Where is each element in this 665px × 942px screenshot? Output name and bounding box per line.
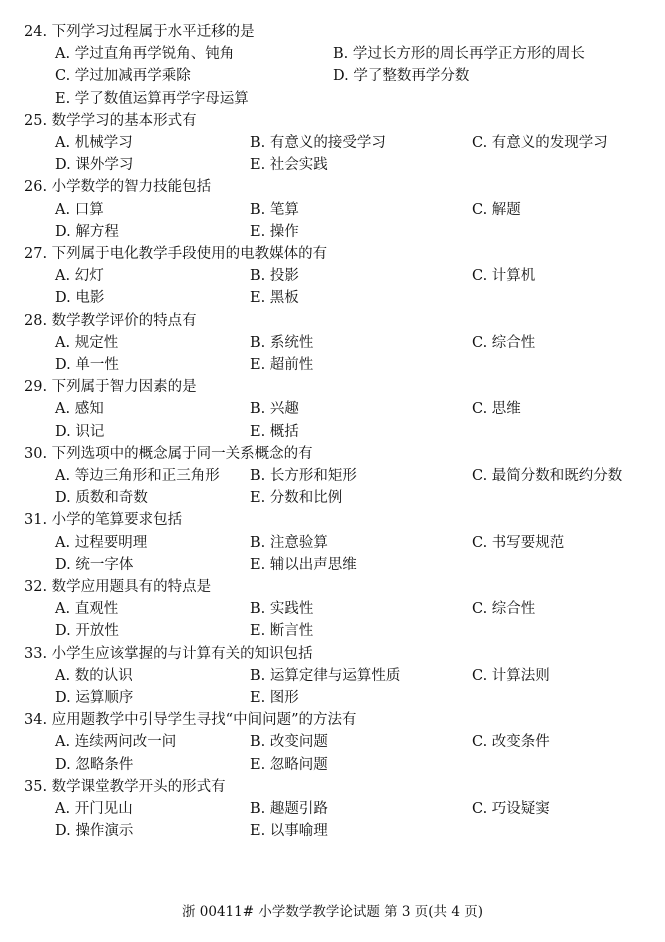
option-item: C. 书写要规范 xyxy=(472,534,565,551)
option-item: A. 数的认识 xyxy=(55,667,133,684)
option-item: C. 巧设疑窦 xyxy=(472,801,550,817)
question-stem: 24. 下列学习过程属于水平迁移的是 xyxy=(24,24,255,40)
option-item: B. 学过长方形的周长再学正方形的周长 xyxy=(333,46,585,63)
option-item: B. 改变问题 xyxy=(250,734,328,751)
question-stem: 35. 数学课堂教学开头的形式有 xyxy=(24,778,226,795)
question-stem: 25. 数学学习的基本形式有 xyxy=(24,112,197,129)
option-item: B. 长方形和矩形 xyxy=(250,468,357,484)
option-item: E. 忽略问题 xyxy=(250,756,328,773)
option-item: C. 最简分数和既约分数 xyxy=(472,468,623,484)
option-item: A. 直观性 xyxy=(55,601,119,618)
question-stem: 32. 数学应用题具有的特点是 xyxy=(24,579,212,595)
option-item: C. 有意义的发现学习 xyxy=(472,135,608,151)
option-item: B. 投影 xyxy=(250,268,299,285)
option-item: E. 图形 xyxy=(250,690,299,706)
question-stem: 28. 数学教学评价的特点有 xyxy=(24,312,197,329)
option-item: D. 解方程 xyxy=(55,223,119,240)
option-item: A. 等边三角形和正三角形 xyxy=(55,468,220,484)
question-stem: 31. 小学的笔算要求包括 xyxy=(24,512,183,529)
option-item: C. 改变条件 xyxy=(472,734,550,751)
question-stem: 33. 小学生应该掌握的与计算有关的知识包括 xyxy=(24,645,313,662)
option-item: E. 分数和比例 xyxy=(250,490,343,507)
option-item: E. 概括 xyxy=(250,423,299,440)
option-item: A. 感知 xyxy=(55,401,104,418)
option-item: C. 综合性 xyxy=(472,334,536,351)
option-item: B. 实践性 xyxy=(250,601,314,618)
option-item: D. 开放性 xyxy=(55,623,119,640)
option-item: A. 开门见山 xyxy=(55,801,133,817)
option-item: E. 黑板 xyxy=(250,290,299,307)
option-item: A. 学过直角再学锐角、钝角 xyxy=(55,46,235,63)
option-item: E. 断言性 xyxy=(250,623,314,640)
option-item: D. 单一性 xyxy=(55,357,119,373)
option-item: D. 识记 xyxy=(55,423,105,440)
option-item: D. 质数和奇数 xyxy=(55,490,148,507)
option-item: B. 注意验算 xyxy=(250,534,328,551)
option-item: C. 思维 xyxy=(472,401,521,418)
option-item: B. 笔算 xyxy=(250,201,299,218)
option-item: A. 规定性 xyxy=(55,334,119,351)
option-item: A. 机械学习 xyxy=(55,135,133,151)
question-stem: 30. 下列选项中的概念属于同一关系概念的有 xyxy=(24,445,313,462)
option-item: B. 趣题引路 xyxy=(250,801,328,817)
option-item: B. 兴趣 xyxy=(250,401,299,418)
option-item: D. 运算顺序 xyxy=(55,690,134,706)
option-item: A. 过程要明理 xyxy=(55,534,148,551)
option-item: C. 解题 xyxy=(472,201,521,218)
page-footer: 浙 00411# 小学数学教学论试题 第 3 页(共 4 页) xyxy=(181,904,483,920)
option-item: D. 统一字体 xyxy=(55,556,134,573)
option-item: C. 计算机 xyxy=(472,268,536,285)
option-item: D. 学了整数再学分数 xyxy=(333,68,470,85)
option-item: C. 综合性 xyxy=(472,601,536,618)
option-item: A. 幻灯 xyxy=(55,268,104,285)
option-item: E. 学了数值运算再学字母运算 xyxy=(55,90,249,107)
option-item: B. 有意义的接受学习 xyxy=(250,135,386,151)
option-item: E. 辅以出声思维 xyxy=(250,556,357,573)
option-item: A. 口算 xyxy=(55,201,104,218)
option-item: D. 课外学习 xyxy=(55,157,134,174)
option-item: D. 电影 xyxy=(55,290,105,307)
question-stem: 34. 应用题教学中引导学生寻找“中间问题”的方法有 xyxy=(24,712,357,729)
question-stem: 26. 小学数学的智力技能包括 xyxy=(24,179,212,196)
option-item: A. 连续两问改一问 xyxy=(55,734,177,751)
question-stem: 29. 下列属于智力因素的是 xyxy=(24,379,197,396)
option-item: D. 操作演示 xyxy=(55,823,134,840)
option-item: B. 系统性 xyxy=(250,334,314,351)
option-item: C. 学过加减再学乘除 xyxy=(55,68,191,85)
option-item: C. 计算法则 xyxy=(472,667,550,684)
option-item: E. 超前性 xyxy=(250,357,314,373)
option-item: D. 忽略条件 xyxy=(55,756,134,773)
option-item: E. 操作 xyxy=(250,223,299,240)
option-item: B. 运算定律与运算性质 xyxy=(250,667,401,684)
question-stem: 27. 下列属于电化教学手段使用的电教媒体的有 xyxy=(24,246,328,262)
option-item: E. 以事喻理 xyxy=(250,823,328,840)
option-item: E. 社会实践 xyxy=(250,157,328,174)
